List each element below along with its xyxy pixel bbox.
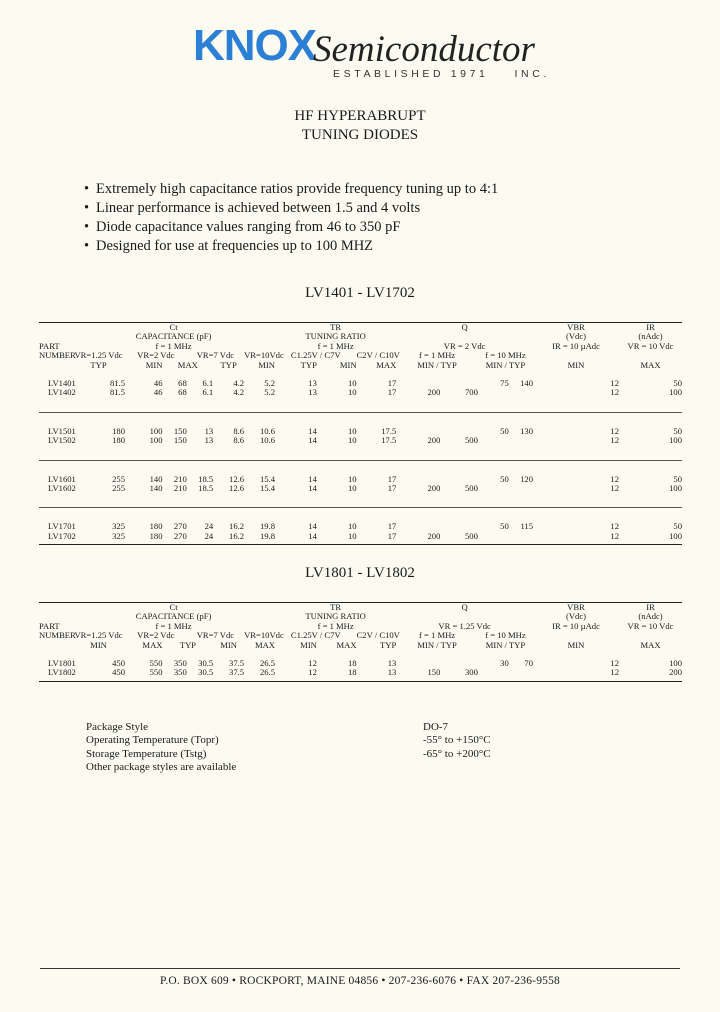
table-header-cell: f = 1 MHz (317, 340, 354, 351)
value-cell: 13 (204, 435, 214, 446)
value-cell: 12 (610, 521, 620, 532)
table-header-cell: (nAdc) (638, 611, 663, 622)
value-cell: 17.5 (381, 425, 397, 436)
table-header-cell: VR=7 Vdc (196, 630, 235, 641)
table-header-cell: IR (646, 602, 655, 612)
storage-temp-label: Storage Temperature (Tstg) (86, 747, 207, 760)
value-cell: 37.5 (229, 658, 245, 669)
table-header-cell: f = 1 MHz (419, 350, 456, 361)
value-cell: 81.5 (109, 378, 125, 389)
value-cell: 12 (610, 378, 620, 389)
value-cell: 450 (112, 658, 125, 669)
value-cell: 100 (149, 435, 163, 446)
other-packages-note: Other package styles are available (86, 761, 237, 774)
value-cell: 75 (500, 378, 509, 389)
value-cell: 10 (347, 378, 357, 389)
table-header-cell: VR=10Vdc (244, 350, 284, 361)
table-header-cell: MIN / TYP (417, 359, 457, 370)
table-header-cell (39, 641, 72, 650)
table-row (39, 475, 682, 484)
value-cell: 200 (427, 483, 441, 494)
table-header-cell: MIN / TYP (417, 639, 457, 650)
table-header-cell: PART (39, 340, 60, 351)
table-header-cell: VR=2 Vdc (137, 630, 175, 641)
value-cell: 180 (112, 435, 125, 446)
value-cell: 8.6 (233, 435, 245, 446)
spacer-row (39, 446, 682, 460)
value-cell: 46 (153, 378, 163, 389)
value-cell: 10 (347, 425, 357, 436)
value-cell: 100 (669, 435, 682, 446)
value-cell: 550 (149, 658, 163, 669)
value-cell: 270 (173, 530, 187, 541)
table-header-cell (39, 323, 72, 333)
table-header-cell: f = 10 MHz (485, 350, 526, 361)
value-cell: 12 (610, 530, 620, 541)
footer-divider (40, 968, 680, 969)
value-cell (478, 388, 509, 397)
spacer-row (39, 398, 682, 412)
value-cell: 12 (610, 667, 620, 678)
value-cell: 255 (112, 473, 125, 484)
value-cell: 180 (149, 521, 163, 532)
value-cell: 50 (673, 378, 682, 389)
value-cell: 13 (204, 425, 214, 436)
value-cell: 100 (669, 530, 682, 541)
value-cell: 15.4 (259, 473, 275, 484)
value-cell: 68 (178, 378, 187, 389)
table-header-cell: CAPACITANCE (pF) (135, 331, 212, 342)
table-row (39, 484, 682, 493)
value-cell: 14 (308, 521, 317, 532)
value-cell: 115 (520, 521, 534, 532)
table-row (39, 659, 682, 668)
operating-temp-label: Operating Temperature (Topr) (86, 734, 219, 747)
value-cell: 18 (347, 658, 357, 669)
table-header-cell: IR = 10 µAdc (552, 620, 600, 631)
value-cell: 140 (520, 378, 534, 389)
value-cell: 24 (204, 530, 214, 541)
table-header-cell: VR = 2 Vdc (443, 340, 486, 351)
table-header-cell: VR = 10 Vdc (627, 340, 674, 351)
logo-knox: KNOX (193, 21, 317, 70)
part-number-cell: LV1402 (48, 387, 76, 398)
table-header-cell: Ct (169, 602, 178, 612)
value-cell: 37.5 (229, 667, 245, 678)
value-cell: 8.6 (233, 425, 245, 436)
table-row (39, 379, 682, 388)
value-cell (509, 484, 533, 493)
value-cell: 12 (308, 658, 317, 669)
value-cell: 100 (669, 483, 682, 494)
value-cell: 70 (524, 658, 534, 669)
value-cell: 13 (387, 667, 397, 678)
value-cell: 50 (673, 473, 682, 484)
list-item: • Linear performance is achieved between 1.5 and 4 volts (84, 199, 498, 218)
spacer-row (39, 493, 682, 507)
value-cell: 14 (308, 473, 317, 484)
value-cell: 10.6 (259, 435, 275, 446)
value-cell: 140 (149, 473, 163, 484)
value-cell: 17 (387, 473, 397, 484)
value-cell: 550 (149, 667, 163, 678)
value-cell: 12 (308, 667, 317, 678)
value-cell: 350 (173, 667, 187, 678)
value-cell: 450 (112, 667, 125, 678)
value-cell: 14 (308, 483, 317, 494)
value-cell: 81.5 (109, 387, 125, 398)
part-number-cell: LV1502 (48, 435, 76, 446)
value-cell: 18 (347, 667, 357, 678)
value-cell: 500 (464, 483, 478, 494)
table-header-cell: VR = 10 Vdc (627, 620, 674, 631)
table-header-cell: (Vdc) (565, 611, 587, 622)
spacer-row (39, 650, 682, 659)
value-cell: 130 (520, 425, 534, 436)
table-row (39, 668, 682, 677)
table-header-cell: MIN / TYP (485, 639, 526, 650)
value-cell: 50 (673, 521, 682, 532)
table-header-cell: MIN / TYP (485, 359, 526, 370)
value-cell: 350 (173, 658, 187, 669)
table-header-cell (39, 603, 72, 613)
value-cell: 14 (308, 425, 317, 436)
table-header-cell: C2V / C10V (356, 630, 400, 641)
page-title-line2: TUNING DIODES (301, 127, 419, 143)
table-row (39, 522, 682, 531)
feature-list (84, 180, 498, 256)
table-header-cell: VR=7 Vdc (196, 350, 235, 361)
value-cell: 325 (112, 530, 125, 541)
table-row (39, 532, 682, 541)
storage-temp-value: -65° to +200°C (423, 747, 491, 760)
table-row (39, 388, 682, 397)
spacer-row (39, 370, 682, 379)
part-number-cell: LV1602 (48, 483, 76, 494)
value-cell (478, 436, 509, 445)
value-cell: 12.6 (229, 483, 245, 494)
value-cell: 12 (610, 425, 620, 436)
table-header-cell: TYP (90, 359, 107, 370)
table-header-cell: (nAdc) (638, 331, 663, 342)
package-style-label: Package Style (86, 721, 149, 733)
value-cell: 300 (464, 667, 478, 678)
table-header-cell (39, 361, 72, 370)
value-cell: 10 (347, 387, 357, 398)
value-cell: 26.5 (259, 658, 275, 669)
table-header-cell: MAX (640, 359, 661, 370)
table1-title: LV1401 - LV1702 (305, 285, 415, 301)
table-header-cell: VR=10Vdc (244, 630, 284, 641)
table-header-cell: f = 1 MHz (419, 630, 456, 641)
table-header-cell: (Vdc) (565, 331, 587, 342)
part-number-cell: LV1401 (48, 378, 76, 389)
list-item: • Extremely high capacitance ratios provide frequency tuning up to 4:1 (84, 180, 498, 199)
value-cell: 10 (347, 530, 357, 541)
package-values (423, 721, 491, 761)
table-header-row (39, 631, 682, 640)
value-cell: 10 (347, 483, 357, 494)
table-header-cell: MIN (258, 359, 275, 370)
value-cell: 10 (347, 521, 357, 532)
value-cell: 200 (427, 435, 441, 446)
table-header-cell: f = 1 MHz (317, 620, 354, 631)
value-cell: 16.2 (229, 521, 245, 532)
table-header-cell: f = 10 MHz (485, 630, 526, 641)
value-cell: 325 (112, 521, 125, 532)
table-header-cell: MIN (220, 639, 237, 650)
logo-semiconductor: Semiconductor (313, 29, 535, 70)
value-cell: 100 (669, 658, 682, 669)
table-header-cell: MAX (177, 359, 198, 370)
table-header-cell: TYP (380, 639, 397, 650)
table-header-cell: MAX (254, 639, 275, 650)
value-cell (509, 668, 533, 677)
list-item: • Designed for use at frequencies up to 100 MHZ (84, 237, 498, 256)
operating-temp-value: -55° to +150°C (423, 734, 491, 747)
value-cell: 150 (173, 425, 187, 436)
value-cell: 14 (308, 435, 317, 446)
table-header-cell: TYP (220, 359, 237, 370)
logo-established: ESTABLISHED 1971 INC. (333, 68, 550, 80)
table-header-cell: MIN (567, 639, 585, 650)
table-header-cell: C1.25V / C7V (290, 630, 341, 641)
value-cell: 12 (610, 387, 620, 398)
value-cell: 46 (153, 387, 163, 398)
page-title-line1: HF HYPERABRUPT (294, 108, 426, 124)
value-cell: 270 (173, 521, 187, 532)
table-header-cell: MIN (300, 639, 317, 650)
table-row (39, 436, 682, 445)
table-header-cell: f = 1 MHz (155, 340, 192, 351)
value-cell: 12 (610, 483, 620, 494)
part-number-cell: LV1801 (48, 658, 76, 669)
value-cell: 17.5 (381, 435, 397, 446)
value-cell: 12 (610, 435, 620, 446)
table-header-cell: VR = 1.25 Vdc (438, 620, 491, 631)
value-cell: 13 (308, 387, 317, 398)
value-cell (509, 388, 533, 397)
value-cell: 68 (178, 387, 187, 398)
table-header-cell: C1.25V / C7V (290, 350, 341, 361)
value-cell: 12.6 (229, 473, 245, 484)
table-header-cell: CAPACITANCE (pF) (135, 611, 212, 622)
value-cell: 700 (464, 387, 478, 398)
value-cell: 12 (610, 658, 620, 669)
value-cell: 17 (387, 483, 397, 494)
value-cell: 15.4 (259, 483, 275, 494)
table-header-cell: VR=1.25 Vdc (74, 350, 123, 361)
value-cell: 100 (149, 425, 163, 436)
table2-title: LV1801 - LV1802 (305, 565, 415, 581)
value-cell: 10.6 (259, 425, 275, 436)
spacer-row (39, 508, 682, 523)
value-cell: 17 (387, 521, 397, 532)
part-number-cell: LV1802 (48, 667, 76, 678)
value-cell: 500 (464, 530, 478, 541)
table-header-cell: TR (330, 322, 342, 332)
value-cell: 255 (112, 483, 125, 494)
value-cell (509, 436, 533, 445)
table-header-cell: TUNING RATIO (305, 611, 366, 622)
table-header-cell: VR=2 Vdc (137, 350, 175, 361)
value-cell: 4.2 (233, 387, 245, 398)
spec-table-2 (39, 602, 682, 682)
value-cell: 17 (387, 387, 397, 398)
value-cell (478, 532, 509, 541)
value-cell: 30.5 (198, 667, 214, 678)
table-header-cell: f = 1 MHz (155, 620, 192, 631)
value-cell: 6.1 (202, 378, 214, 389)
table-header-cell: TR (330, 602, 342, 612)
footer-address: P.O. BOX 609 • ROCKPORT, MAINE 04856 • 207-236-6076 • FAX 207-236-9558 (160, 975, 560, 987)
value-cell: 19.8 (259, 530, 275, 541)
value-cell: 5.2 (264, 378, 275, 389)
spacer-row (39, 678, 682, 682)
list-item: • Diode capacitance values ranging from 46 to 350 pF (84, 218, 498, 237)
part-number-cell: LV1501 (48, 425, 76, 436)
table-header-cell: IR (646, 322, 655, 332)
table-header-cell: MIN (339, 359, 357, 370)
table-header-cell: Q (461, 322, 468, 332)
value-cell: 50 (673, 425, 682, 436)
value-cell: 180 (149, 530, 163, 541)
table-header-cell: VBR (567, 602, 585, 612)
table-header-cell: MIN (145, 359, 163, 370)
value-cell: 200 (427, 387, 441, 398)
value-cell: 30.5 (198, 658, 214, 669)
spacer-row (39, 541, 682, 545)
value-cell: 50 (500, 521, 509, 532)
value-cell: 200 (427, 530, 441, 541)
table-header-cell: C2V / C10V (356, 350, 400, 361)
value-cell: 200 (669, 667, 682, 678)
table-header-cell: TYP (300, 359, 317, 370)
value-cell: 12 (610, 473, 620, 484)
value-cell: 5.2 (264, 387, 275, 398)
table-header-cell: VBR (567, 322, 585, 332)
value-cell: 150 (427, 667, 441, 678)
value-cell: 150 (173, 435, 187, 446)
value-cell: 13 (387, 658, 397, 669)
value-cell (478, 484, 509, 493)
value-cell: 30 (500, 658, 509, 669)
value-cell: 14 (308, 530, 317, 541)
value-cell: 120 (520, 473, 534, 484)
value-cell (509, 532, 533, 541)
part-number-cell: LV1601 (48, 473, 76, 484)
value-cell: 16.2 (229, 530, 245, 541)
value-cell: 180 (112, 425, 125, 436)
spacer-row (39, 460, 682, 475)
table-header-cell: Ct (169, 322, 178, 332)
value-cell: 10 (347, 473, 357, 484)
value-cell: 10 (347, 435, 357, 446)
value-cell: 100 (669, 387, 682, 398)
table-header-cell: MAX (640, 639, 661, 650)
value-cell: 6.1 (202, 387, 214, 398)
value-cell: 210 (173, 473, 187, 484)
table-header-cell: NUMBER (39, 350, 76, 361)
table-header-cell: MIN (567, 359, 585, 370)
value-cell: 24 (204, 521, 214, 532)
package-style-value: DO-7 (423, 721, 449, 733)
table-header-cell: MAX (142, 639, 163, 650)
spec-table-1 (39, 322, 682, 545)
part-number-cell: LV1702 (48, 530, 76, 541)
table-row (39, 427, 682, 436)
spacer-row (39, 412, 682, 427)
table-header-cell: MAX (336, 639, 357, 650)
table-header-cell: MAX (376, 359, 397, 370)
package-labels (86, 721, 236, 775)
table-header-cell: TUNING RATIO (305, 331, 366, 342)
value-cell: 26.5 (259, 667, 275, 678)
value-cell: 500 (464, 435, 478, 446)
table-header-row (39, 351, 682, 360)
value-cell: 17 (387, 378, 397, 389)
part-number-cell: LV1701 (48, 521, 76, 532)
value-cell: 18.5 (198, 473, 214, 484)
value-cell: 4.2 (233, 378, 245, 389)
value-cell: 18.5 (198, 483, 214, 494)
table-header-row (39, 361, 682, 370)
value-cell: 17 (387, 530, 397, 541)
table-header-cell: NUMBER (39, 630, 76, 641)
table-header-cell: TYP (179, 639, 196, 650)
value-cell: 140 (149, 483, 163, 494)
value-cell: 210 (173, 483, 187, 494)
table-header-cell: MIN (90, 639, 107, 650)
table-header-row (39, 641, 682, 650)
value-cell: 13 (308, 378, 317, 389)
table-header-cell: Q (461, 602, 468, 612)
table-header-cell: VR=1.25 Vdc (74, 630, 123, 641)
value-cell (478, 668, 509, 677)
table-header-cell: PART (39, 620, 60, 631)
value-cell: 19.8 (259, 521, 275, 532)
value-cell: 50 (500, 473, 509, 484)
value-cell: 50 (500, 425, 509, 436)
table-header-cell: IR = 10 µAdc (552, 340, 600, 351)
